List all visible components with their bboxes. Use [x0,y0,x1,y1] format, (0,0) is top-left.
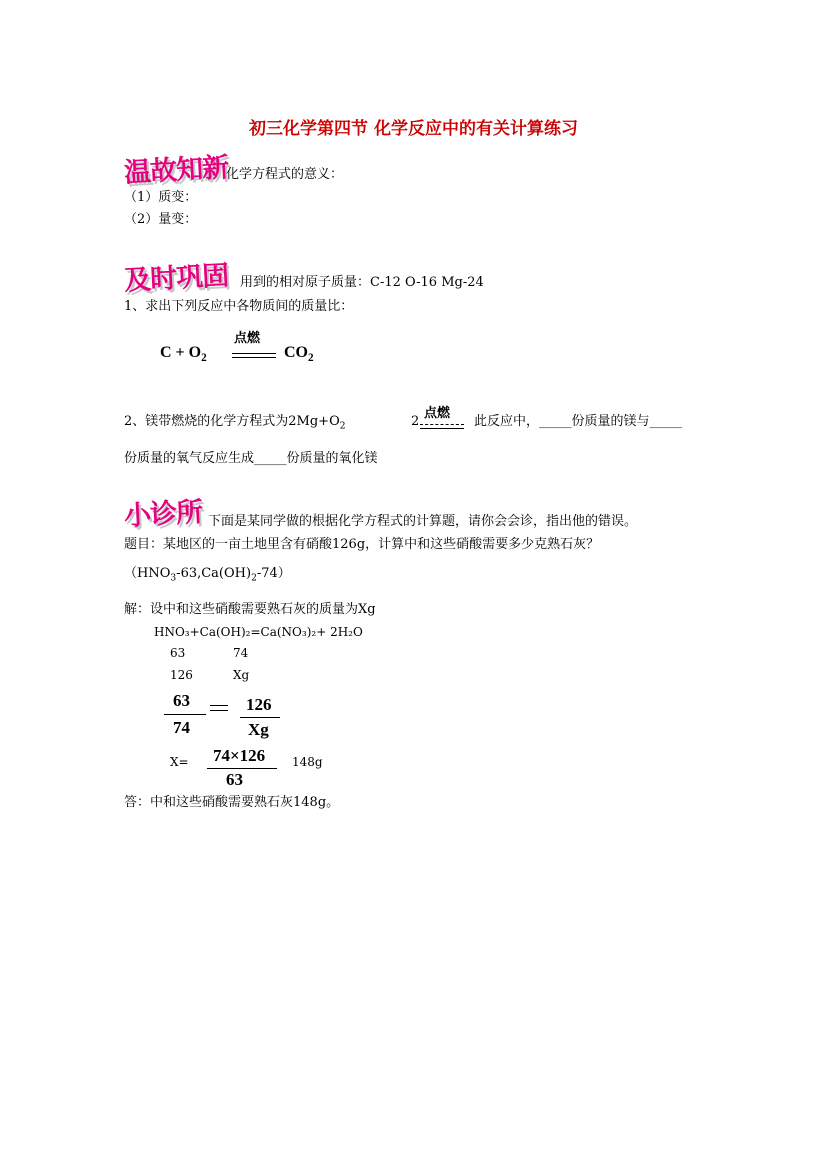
equation-1-product: $CO_2$ [284,344,314,365]
question-2-equals [420,424,464,429]
question-2: 2、镁带燃烧的化学方程式为$2Mg+O_2$ [124,414,346,432]
row1-hno3-mass: 63 [170,646,186,660]
fraction-1-denominator: 74 [173,718,190,737]
relative-masses: $(HNO_3-63,Ca(OH)_2-74)$ [124,566,291,584]
row2-hno3-mass: 126 [170,668,193,682]
question-2-line-2: 份质量的氧气反应生成_____份质量的氧化镁 [124,451,378,466]
x-result: 148g [292,755,323,769]
review-heading: 化学方程式的意义： [226,167,344,182]
question-2-product-fragment: 2 [411,414,420,429]
fraction-3-denominator: 63 [226,770,243,789]
fraction-3-numerator: 74×126 [213,746,266,765]
question-2-blanks: 此反应中，_____份质量的镁与_____ [474,414,683,429]
solution-intro: 解：设中和这些硝酸需要熟石灰的质量为Xg [124,602,376,617]
question-1: 1、求出下列反应中各物质间的质量比： [124,299,354,314]
fraction-1-numerator: 63 [173,691,190,710]
fraction-2-numerator: 126 [246,695,272,714]
fraction-2-denominator: Xg [248,720,269,739]
fraction-1-bar [164,714,206,715]
atomic-masses: 用到的相对原子质量：C-12 O-16 Mg-24 [240,275,484,290]
page-title: 初三化学第四节 化学反应中的有关计算练习 [249,119,578,139]
review-line-2: （2）量变： [124,212,198,227]
fraction-3-bar [207,768,277,769]
x-label: X= [170,755,189,769]
equation-1-reactants: $C + O_2$ [160,344,207,365]
review-line-1: （1）质变： [124,190,198,205]
answer: 答：中和这些硝酸需要熟石灰148g。 [124,795,340,810]
clinic-problem: 题目：某地区的一亩土地里含有硝酸126g，计算中和这些硝酸需要多少克熟石灰？ [124,537,600,552]
solution-equation: HNO₃+Ca(OH)₂=Ca(NO₃)₂+ 2H₂O [154,625,363,639]
row1-caoh2-mass: 74 [233,646,249,660]
proportion-equals [210,705,228,711]
equation-1-equals [232,353,276,358]
consolidate-badge: 及时巩固 [123,260,229,297]
fraction-2-bar [240,717,280,718]
row2-caoh2-mass: Xg [233,668,250,682]
condition-ignite-2: 点燃 [424,406,451,421]
condition-ignite-1: 点燃 [234,331,261,346]
review-badge: 温故知新 [123,152,229,189]
clinic-badge: 小诊所 [123,496,203,533]
clinic-intro: 下面是某同学做的根据化学方程式的计算题，请你会会诊，指出他的错误。 [208,514,638,529]
